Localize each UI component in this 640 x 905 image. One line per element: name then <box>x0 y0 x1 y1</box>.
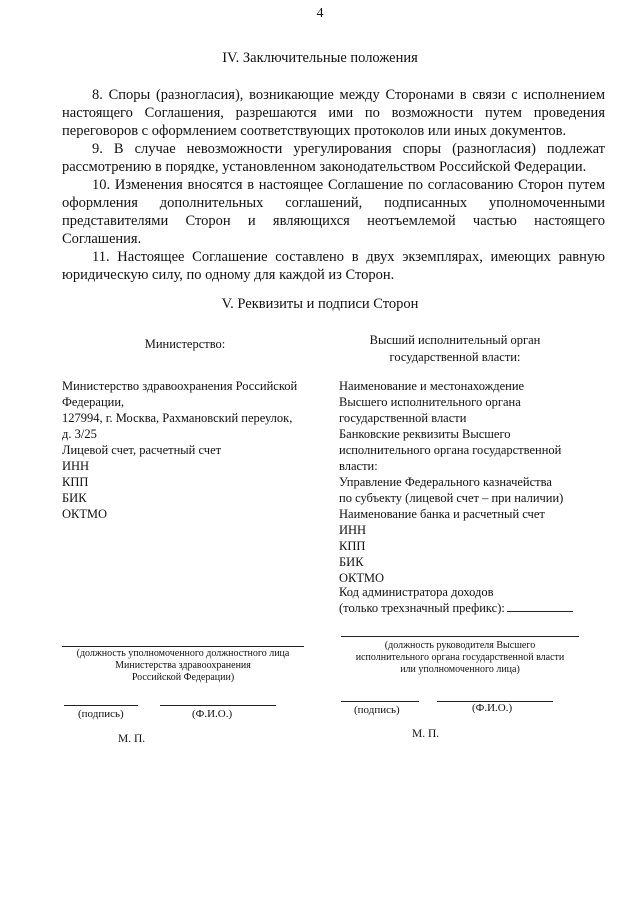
authority-line: государственной власти <box>339 411 467 425</box>
authority-line: власти: <box>339 459 378 473</box>
ministry-signature-label: (подпись) <box>78 708 124 720</box>
authority-position-caption: (должность руководителя Высшего исполнительного органа государственной власти или уполномоченного лица) <box>355 640 565 675</box>
paragraph-10: 10. Изменения вносятся в настоящее Соглашение по согласованию Сторон путем оформления дополнительных соглашений, подписанных уполномоченными представителями Сторон и являющихся неотъемлемой частью настоящего Соглашения. <box>62 177 605 247</box>
page-number: 4 <box>316 6 324 21</box>
ministry-line: Министерство здравоохранения Российской <box>62 379 298 393</box>
admin-code-label: Код администратора доходов <box>339 585 494 599</box>
authority-details <box>339 378 599 586</box>
authority-line: по субъекту (лицевой счет – при наличии) <box>339 491 564 505</box>
ministry-line: Федерации, <box>62 395 125 409</box>
section-5-title: V. Реквизиты и подписи Сторон <box>221 296 419 312</box>
authority-line: Наименование банка и расчетный счет <box>339 507 545 521</box>
authority-line: Высшего исполнительного органа <box>339 395 521 409</box>
ministry-name-line <box>160 705 276 706</box>
ministry-line: БИК <box>62 491 87 505</box>
ministry-details <box>62 378 317 522</box>
ministry-position-caption: (должность уполномоченного должностного лица Министерства здравоохранения Российской Федерации) <box>76 648 290 683</box>
authority-line: КПП <box>339 539 366 553</box>
authority-line: ОКТМО <box>339 571 384 585</box>
authority-line: Управление Федерального казначейства <box>339 475 552 489</box>
paragraph-9: 9. В случае невозможности урегулирования споры (разногласия) подлежат рассмотрению в порядке, установленном законодательством Российской Федерации. <box>62 141 605 175</box>
authority-line: ИНН <box>339 523 367 537</box>
authority-line: БИК <box>339 555 364 569</box>
ministry-heading: Министерство: <box>144 337 226 351</box>
admin-code-blank <box>507 611 573 612</box>
ministry-signature-line <box>64 705 138 706</box>
ministry-seal-mark: М. П. <box>118 733 146 745</box>
authority-name-label: (Ф.И.О.) <box>472 702 513 714</box>
admin-code-prefix-label: (только трехзначный префикс): <box>339 601 505 615</box>
authority-line: Наименование и местонахождение <box>339 379 525 393</box>
authority-seal-mark: М. П. <box>412 728 440 740</box>
ministry-line: ОКТМО <box>62 507 107 521</box>
authority-line: Банковские реквизиты Высшего <box>339 427 511 441</box>
ministry-line: Лицевой счет, расчетный счет <box>62 443 222 457</box>
ministry-position-line <box>62 646 304 647</box>
authority-signature-label: (подпись) <box>354 704 400 716</box>
authority-signature-line <box>341 701 419 702</box>
authority-position-line <box>341 636 579 637</box>
ministry-name-label: (Ф.И.О.) <box>192 708 233 720</box>
authority-line: исполнительного органа государственной <box>339 443 562 457</box>
authority-heading: Высший исполнительный орган государственной власти: <box>369 333 541 364</box>
ministry-line: КПП <box>62 475 89 489</box>
paragraph-11: 11. Настоящее Соглашение составлено в двух экземплярах, имеющих равную юридическую силу, по одному для каждой из Сторон. <box>62 249 605 283</box>
ministry-line: ИНН <box>62 459 90 473</box>
ministry-line: д. 3/25 <box>62 427 97 441</box>
paragraph-8: 8. Споры (разногласия), возникающие между Сторонами в связи с исполнением настоящего Соглашения, разрешаются ими по возможности путем проведения переговоров с оформлением соответствующих протоколов или иных документов. <box>62 87 605 139</box>
admin-code-block <box>339 584 599 616</box>
ministry-line: 127994, г. Москва, Рахмановский переулок, <box>62 411 293 425</box>
section-4-title: IV. Заключительные положения <box>222 50 418 66</box>
